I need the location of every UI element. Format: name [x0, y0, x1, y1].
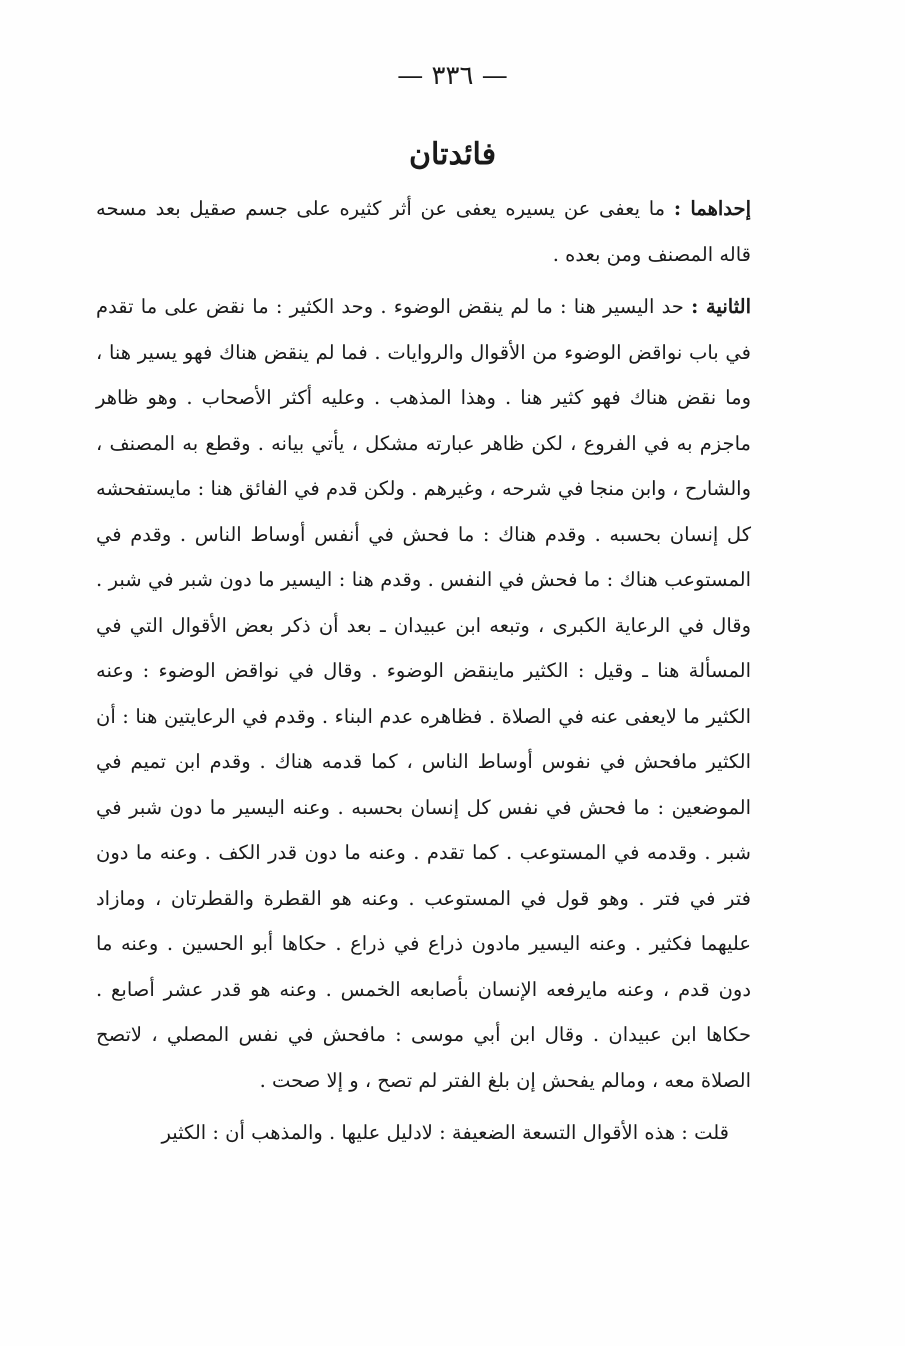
body-text: [96, 186, 751, 1156]
paragraph-text: ما يعفى عن يسيره يعفى عن أثر كثيره على جسم صقيل بعد مسحه قاله المصنف ومن بعده .: [96, 197, 751, 266]
section-heading: فائدتان: [408, 137, 497, 172]
paragraph-label: الثانية :: [691, 295, 751, 318]
paragraph-text: حد اليسير هنا : ما لم ينقض الوضوء . وحد الكثير : ما نقض على ما تقدم في باب نواقض الوضوء من الأقوال والروايات . فما لم ينقض هناك فهو يسير هنا ، وما نقض هناك فهو كثير هنا . وهذا المذهب . وعليه أكثر الأصحاب . وهو ظاهر ماجزم به في الفروع ، لكن ظاهر عبارته مشكل ، يأتي بيانه . وقطع به المصنف ، والشارح ، وابن منجا في شرحه ، وغيرهم . ولكن قدم في الفائق هنا : مايستفحشه كل إنسان بحسبه . وقدم هناك : ما فحش في أنفس أوساط الناس . وقدم في المستوعب هناك : ما فحش في النفس . وقدم هنا : اليسير ما دون شبر في شبر . وقال في الرعاية الكبرى ، وتبعه ابن عبيدان ـ بعد أن ذكر بعض الأقوال التي في المسألة هنا ـ وقيل : الكثير ماينقض الوضوء . وقال في نواقض الوضوء : وعنه الكثير ما لايعفى عنه في الصلاة . فظاهره عدم البناء . وقدم في الرعايتين هنا : أن الكثير مافحش في نفوس أوساط الناس ، كما قدمه هناك . وقدم ابن تميم في الموضعين : ما فحش في نفس كل إنسان بحسبه . وعنه اليسير ما دون شبر في شبر . وقدمه في المستوعب . كما تقدم . وعنه ما دون قدر الكف . وعنه ما دون فتر في فتر . وهو قول في المستوعب . وعنه هو القطرة والقطرتان ، ومازاد عليهما فكثير . وعنه اليسير مادون ذراع في ذراع . حكاها أبو الحسين . وعنه ما دون قدم ، وعنه مايرفعه الإنسان بأصابعه الخمس . وعنه هو قدر عشر أصابع . حكاها ابن عبيدان . وقال ابن أبي موسى : مافحش في نفس المصلي ، لاتصح الصلاة معه ، ومالم يفحش إن بلغ الفتر لم تصح ، و إلا صحت .: [96, 295, 751, 1092]
paragraph-author-comment: [96, 1110, 751, 1156]
paragraph-label: إحداهما :: [673, 197, 751, 220]
paragraph-text: قلت : هذه الأقوال التسعة الضعيفة : لادليل عليها . والمذهب أن : الكثير: [161, 1121, 729, 1144]
paragraph-first-note: [96, 186, 751, 277]
paragraph-second-note: [96, 284, 751, 1103]
page-number: — ٣٣٦ —: [397, 61, 508, 91]
